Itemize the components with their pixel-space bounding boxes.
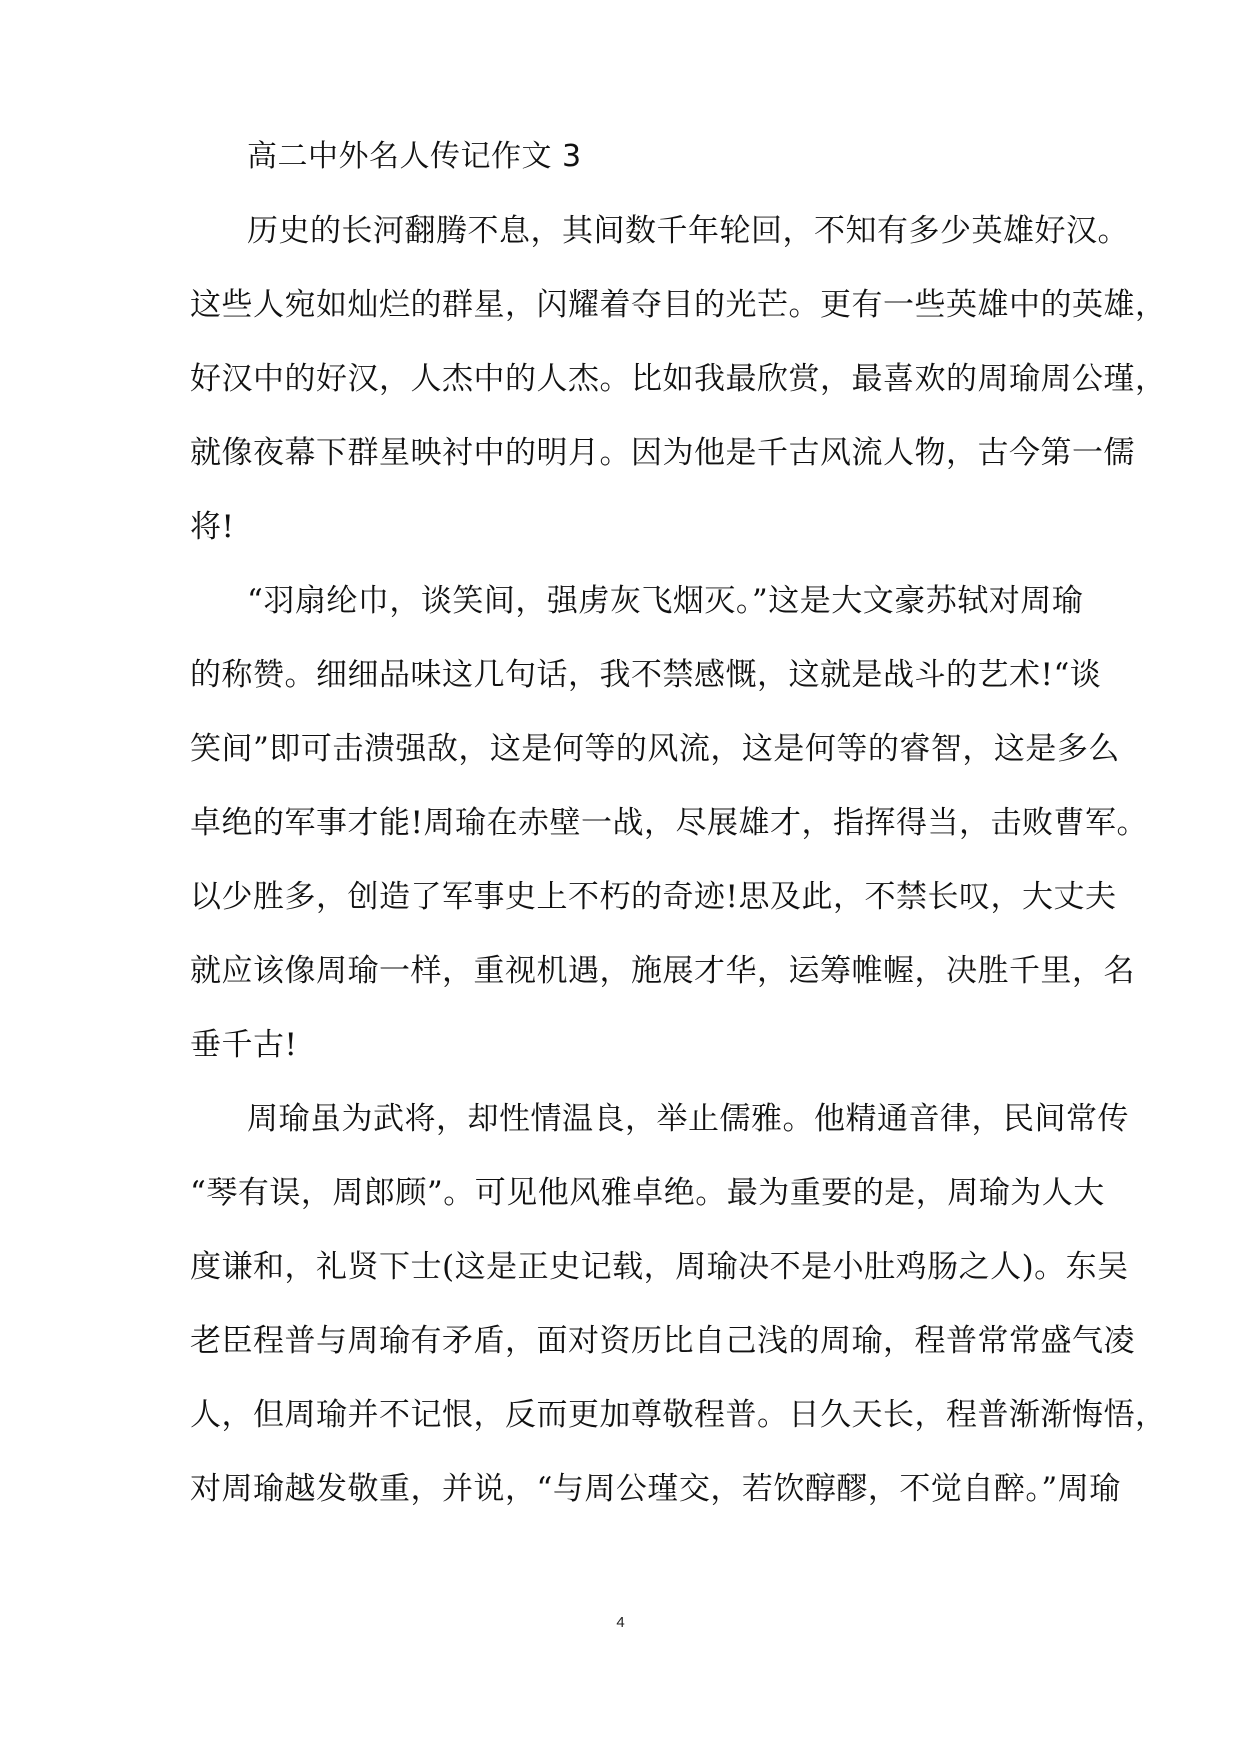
paragraph-line: 这些人宛如灿烂的群星，闪耀着夺目的光芒。更有一些英雄中的英雄， [190,287,1167,323]
paragraph-line: 将! [190,509,235,545]
paragraph-line: 人，但周瑜并不记恨，反而更加尊敬程普。日久天长，程普渐渐悔悟， [190,1397,1167,1433]
paragraph-line: 周瑜虽为武将，却性情温良，举止儒雅。他精通音律，民间常传 [247,1101,1129,1137]
paragraph-line: 历史的长河翻腾不息，其间数千年轮回，不知有多少英雄好汉。 [247,213,1129,249]
paragraph-line: 垂千古! [190,1027,298,1063]
paragraph-line: 度谦和，礼贤下士(这是正史记载，周瑜决不是小肚鸡肠之人)。东吴 [190,1249,1129,1285]
paragraph-line: 的称赞。细细品味这几句话，我不禁感慨，这就是战斗的艺术!“谈 [190,657,1102,693]
paragraph-line: “羽扇纶巾，谈笑间，强虏灰飞烟灭。”这是大文豪苏轼对周瑜 [247,583,1084,619]
paragraph-line: 对周瑜越发敬重，并说，“与周公瑾交，若饮醇醪，不觉自醉。”周瑜 [190,1471,1121,1507]
paragraph-line: 以少胜多，创造了军事史上不朽的奇迹!思及此，不禁长叹，大丈夫 [190,879,1117,915]
paragraph-line: 就应该像周瑜一样，重视机遇，施展才华，运筹帷幄，决胜千里，名 [190,953,1135,989]
paragraph-line: 好汉中的好汉，人杰中的人杰。比如我最欣赏，最喜欢的周瑜周公瑾， [190,361,1167,397]
paragraph-line: “琴有误，周郎顾”。可见他风雅卓绝。最为重要的是，周瑜为人大 [190,1175,1105,1211]
page-number: 4 [616,1614,625,1631]
paragraph-line: 卓绝的军事才能!周瑜在赤壁一战，尽展雄才，指挥得当，击败曹军。 [190,805,1148,841]
paragraph-line: 笑间”即可击溃强敌，这是何等的风流，这是何等的睿智，这是多么 [190,731,1120,767]
paragraph-line: 老臣程普与周瑜有矛盾，面对资历比自己浅的周瑜，程普常常盛气凌 [190,1323,1135,1359]
document-title: 高二中外名人传记作文 3 [247,139,582,174]
paragraph-line: 就像夜幕下群星映衬中的明月。因为他是千古风流人物，古今第一儒 [190,435,1135,471]
